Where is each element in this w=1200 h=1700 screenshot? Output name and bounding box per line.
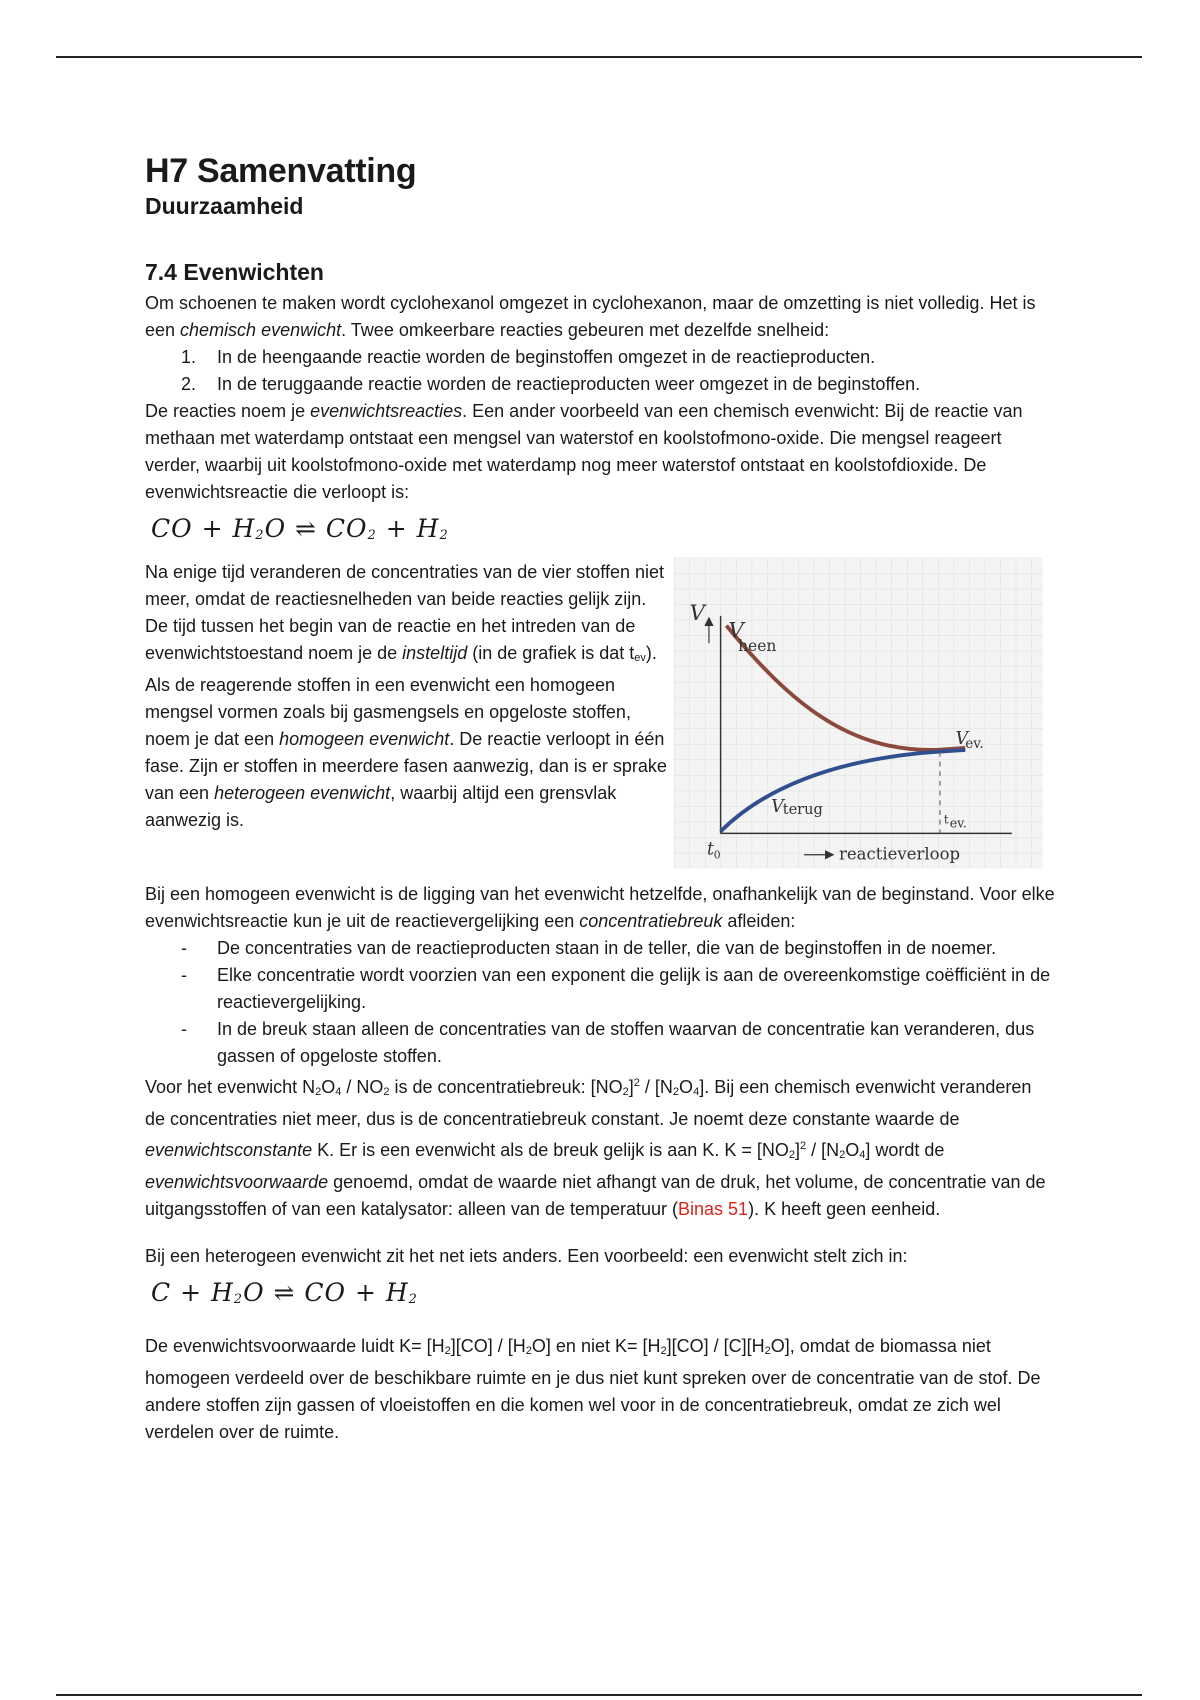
header-rule	[56, 56, 1142, 58]
equation-co-h2o: CO + $H_2O$ ⇌ $CO_2 + H_2$	[151, 514, 449, 543]
section-title: 7.4 Evenwichten	[145, 259, 324, 285]
ev-label-v: V	[955, 729, 969, 750]
footer-rule	[56, 1694, 1142, 1696]
reaction-list	[145, 344, 1055, 398]
tev-label: ev.	[949, 815, 967, 831]
paragraph-concentratiebreuk: Bij een homogeen evenwicht is de ligging van het evenwicht hetzelfde, onafhankelijk van de beginstand. Voor elke evenwichtsreactie kun je uit de reactievergelijking een concentratiebreuk afleiden:	[145, 884, 1055, 931]
list-item: 1. In de heengaande reactie worden de beginstoffen omgezet in de reactieproducten.	[181, 347, 876, 367]
page-subtitle: Duurzaamheid	[145, 193, 304, 219]
ev-label: ev.	[965, 735, 984, 752]
terug-label-v: V	[771, 797, 784, 818]
terug-label: terug	[782, 800, 823, 818]
y-axis-label: V	[689, 600, 706, 626]
paragraph-heterogeen: Bij een heterogeen evenwicht zit het net iets anders. Een voorbeeld: een evenwicht stelt zich in:	[145, 1246, 908, 1266]
paragraph-evenwichtsvoorwaarde: De evenwichtsvoorwaarde luidt $K= [H_2][CO] / [H_2O]$ en niet $K= [H_2][CO] / [C][H_2O]$, omdat de biomassa niet homogeen verdeeld over de beschikbare ruimte en je dus niet kunt spreken over de concentratie van de stof. De andere stoffen zijn gassen of vloeistoffen en die komen wel voor in de concentratiebreuk, omdat ze zich wel verdelen over de ruimte.	[145, 1336, 1041, 1442]
t0-label: t	[707, 839, 715, 860]
list-item: - In de breuk staan alleen de concentraties van de stoffen waarvan de concentratie kan veranderen, dus gassen of opgeloste stoffen.	[181, 1019, 1035, 1066]
heen-label-v: V	[728, 618, 744, 644]
reaction-rate-graph	[674, 553, 1043, 873]
list-item: 2. In de teruggaande reactie worden de reactieproducten weer omgezet in de beginstoffen.	[181, 374, 921, 394]
paragraph-evenwichtsconstante: Voor het evenwicht $N_2O_4 / NO_2$ is de concentratiebreuk: $[NO_2]^2 / [N_2O_4]$. Bij een chemisch evenwicht veranderen de concentraties niet meer, dus is de concentratiebreuk constant. Je noemt deze constante waarde de evenwichtsconstante K. Er is een evenwicht als de breuk gelijk is aan K. $K = [NO_2]^2 / [N_2O_4]$ wordt de evenwichtsvoorwaarde genoemd, omdat de waarde niet afhangt van de druk, het volume, de concentratie van de uitgangsstoffen of van een katalysator: alleen van de temperatuur (Binas 51). K heeft geen eenheid.	[145, 1077, 1046, 1219]
paragraph-insteltijd: Na enige tijd veranderen de concentraties van de vier stoffen niet meer, omdat de reactiesnelheden van beide reacties gelijk zijn. De tijd tussen het begin van de reactie en het intreden van de evenwichtstoestand noem je de insteltijd (in de grafiek is dat $t_{ev}$). Als de reagerende stoffen in een evenwicht een homogeen mengsel vormen zoals bij gasmengsels en opgeloste stoffen, noem je dat een homogeen evenwicht. De reactie verloopt in één fase. Zijn er stoffen in meerdere fasen aanwezig, dan is er sprake van een heterogeen evenwicht, waarbij altijd een grensvlak aanwezig is.	[145, 562, 667, 830]
binas-reference: Binas 51	[678, 1199, 749, 1219]
page-title: H7 Samenvatting	[145, 152, 417, 190]
tev-label-t: t	[943, 812, 949, 827]
heen-label: heen	[738, 636, 777, 655]
rules-list	[145, 935, 1055, 1070]
list-item: - Elke concentratie wordt voorzien van een exponent die gelijk is aan de overeenkomstige coëfficiënt in de reactievergelijking.	[181, 965, 1051, 1012]
x-axis-label: reactieverloop	[839, 844, 961, 864]
list-item: - De concentraties van de reactieproducten staan in de teller, die van de beginstoffen in de noemer.	[181, 938, 997, 958]
intro-paragraph: Om schoenen te maken wordt cyclohexanol omgezet in cyclohexanon, maar de omzetting is niet volledig. Het is een chemisch evenwicht. Twee omkeerbare reacties gebeuren met dezelfde snelheid:	[145, 293, 1036, 340]
t0-sub: 0	[713, 848, 721, 862]
page-content	[145, 150, 1055, 1446]
paragraph-evenwichtsreacties: De reacties noem je evenwichtsreacties. Een ander voorbeeld van een chemisch evenwicht: Bij de reactie van methaan met waterdamp ontstaat een mengsel van waterstof en koolstofmono-oxide. Die mengsel reageert verder, waarbij uit koolstofmono-oxide met waterdamp nog meer waterstof ontstaat en koolstofdioxide. De evenwichtsreactie die verloopt is:	[145, 401, 1023, 502]
equation-c-h2o: $C + H_2O$ ⇌ CO + $H_2$	[151, 1278, 418, 1307]
